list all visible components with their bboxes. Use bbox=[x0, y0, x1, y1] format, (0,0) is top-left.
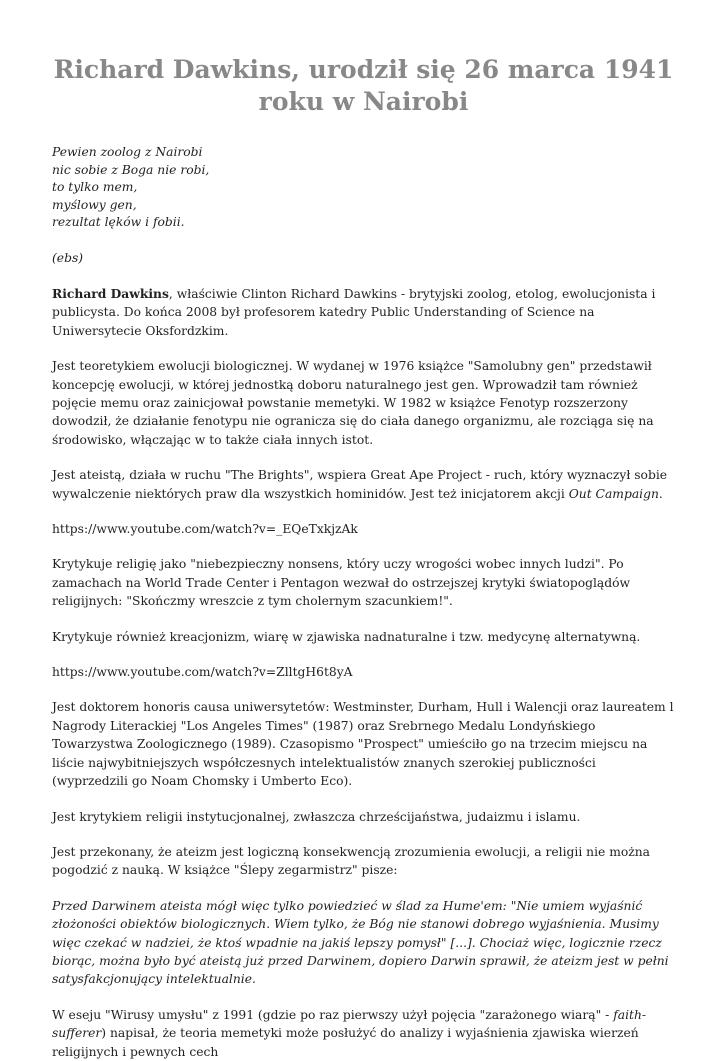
institutional-paragraph: Jest krytykiem religii instytucjonalnej, zwłaszcza chrześcijaństwa, judaizmu i islamu. bbox=[52, 809, 581, 824]
page-title: Richard Dawkins, urodził się 26 marca 1941 roku w Nairobi bbox=[53, 55, 674, 116]
poem-line: to tylko mem, bbox=[52, 180, 138, 195]
bio-name: Richard Dawkins bbox=[52, 285, 169, 301]
poem-signature: (ebs) bbox=[52, 250, 84, 265]
viruses-paragraph bbox=[52, 1006, 675, 1061]
campaign-name: Out Campaign bbox=[568, 486, 659, 501]
poem-line: rezultat lęków i fobii. bbox=[52, 215, 185, 230]
atheist-text: Jest ateistą, działa w ruchu "The Brights", wspiera Great Ape Project - ruch, który wyznaczył sobie wywalczenie niektórych praw dla wszystkich hominidów. Jest też inicjatorem akcji bbox=[52, 468, 668, 501]
poem bbox=[52, 144, 675, 232]
creationism-paragraph: Krytykuje również kreacjonizm, wiarę w zjawiska nadnaturalne i tzw. medycynę alternatywną. bbox=[52, 629, 641, 644]
theory-paragraph: Jest teoretykiem ewolucji biologicznej. W wydanej w 1976 książce "Samolubny gen" przedstawił koncepcję ewolucji, w której jednostką doboru naturalnego jest gen. Wprowadził tam również pojęcie memu oraz zainicjował powstanie memetyki. W 1982 w książce Fenotyp rozszerzony dowodził, że działanie fenotypu nie ogranicza się do ciała danego organizmu, ale rozciąga się na środowisko, włączając w to także ciała innych istot. bbox=[52, 359, 654, 447]
bio-text: , właściwie Clinton Richard Dawkins - brytyjski zoolog, etolog, ewolucjonista i publicysta. Do końca 2008 był profesorem katedry Public Understanding of Science na Uniwersytecie Oksfordzkim. bbox=[52, 286, 656, 338]
faith-sufferer-term: faith-sufferer bbox=[52, 1007, 647, 1041]
religion-critique-paragraph: Krytykuje religię jako "niebezpieczny nonsens, który uczy wrogości wobec innych ludzi". Po zamachach na World Trade Center i Pentagon wezwał do ostrzejszej krytyki światopoglądów religijnych: "Skończmy wreszcie z tym cholernym szacunkiem!". bbox=[52, 557, 631, 609]
viruses-end: ) napisał, że teoria memetyki może posłużyć do analizy i wyjaśnienia zjawiska wierzeń religijnych i pewnych cech bbox=[52, 1026, 639, 1059]
youtube-link-2[interactable]: https://www.youtube.com/watch?v=ZlltgH6t8yA bbox=[52, 665, 353, 680]
poem-line: myślowy gen, bbox=[52, 197, 137, 212]
honors-paragraph: Jest doktorem honoris causa uniwersytetów: Westminster, Durham, Hull i Walencji oraz laureatem l Nagrody Literackiej "Los Angeles Times" (1987) oraz Srebrnego Medalu Londyńskiego Towarzystwa Zoologicznego (1989). Czasopismo "Prospect" umieściło go na trzecim miejscu na liście najwybitniejszych współczesnych intelektualistów znanych szerokiej publiczności (wyprzedzili go Noam Chomsky i Umberto Eco). bbox=[52, 700, 674, 789]
darwin-quote: Przed Darwinem ateista mógł więc tylko powiedzieć w ślad za Hume'em: "Nie umiem wyjaśnić złożoności obiektów biologicznych. Wiem tylko, że Bóg nie stanowi dobrego wyjaśnienia. Musimy więc czekać w nadziei, że ktoś wpadnie na jakiś lepszy pomysł" [...]. Chociaż więc, logicznie rzecz biorąc, można było być ateistą już przed Darwinem, dopiero Darwin sprawił, że ateizm jest w pełni satysfakcjonujący intelektualnie. bbox=[52, 898, 669, 987]
article bbox=[52, 54, 675, 1061]
bio-paragraph bbox=[52, 285, 675, 340]
poem-line: nic sobie z Boga nie robi, bbox=[52, 162, 210, 177]
logic-paragraph: Jest przekonany, że ateizm jest logiczną konsekwencją zrozumienia ewolucji, a religii nie można pogodzić z nauką. W książce "Ślepy zegarmistrz" pisze: bbox=[52, 844, 650, 878]
viruses-start: W eseju "Wirusy umysłu" z 1991 (gdzie po raz pierwszy użył pojęcia "zarażonego wiarą" - bbox=[52, 1007, 614, 1022]
youtube-link-1[interactable]: https://www.youtube.com/watch?v=_EQeTxkjzAk bbox=[52, 522, 358, 537]
atheist-paragraph bbox=[52, 466, 675, 503]
poem-line: Pewien zoolog z Nairobi bbox=[52, 145, 203, 159]
atheist-end: . bbox=[658, 486, 663, 501]
